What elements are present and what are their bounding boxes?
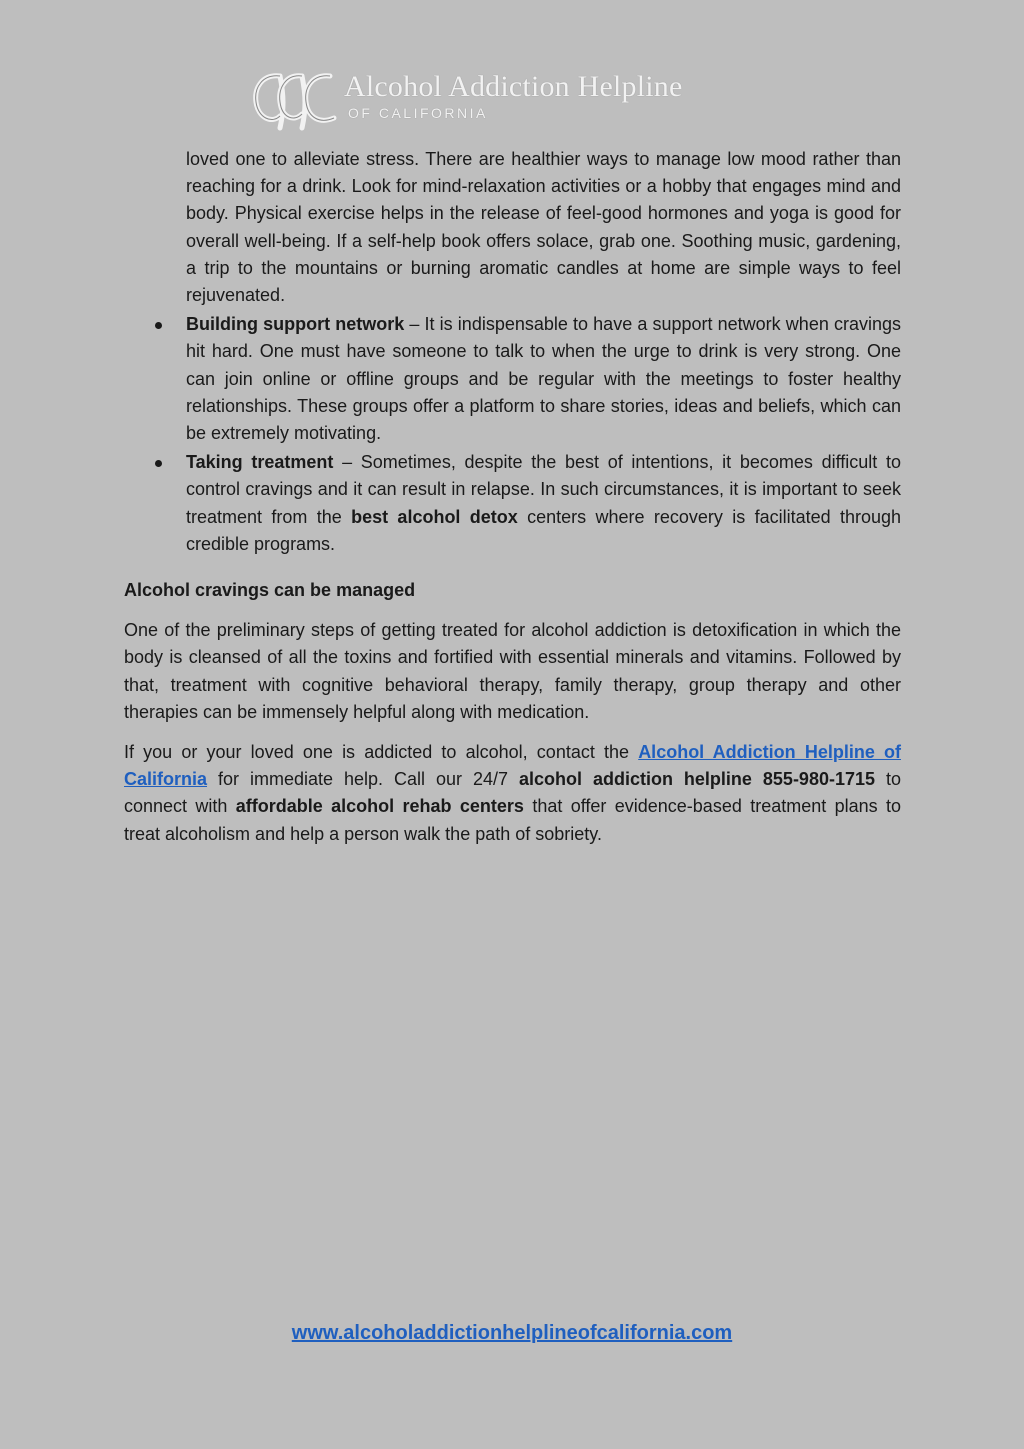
helpline-phone: alcohol addiction helpline 855-980-1715 [518,769,876,790]
section-heading: Alcohol cravings can be managed [124,580,416,601]
paragraph-text: to connect with [124,769,902,817]
list-item [124,311,901,447]
helpline-link[interactable]: Alcohol Addiction Helpline of California [124,742,901,790]
paragraph-text: for immediate help. Call our 24/7 [207,769,519,790]
bullet-list [124,311,901,558]
bullet-title: Taking treatment [186,452,334,473]
intro-continuation-paragraph: loved one to alleviate stress. There are healthier ways to manage low mood rather than reaching for a drink. Look for mind-relaxation activities or a hobby that engages mind and body. Physical exercise helps in the release of feel-good hormones and yoga is good for overall well-being. If a self-help book offers solace, grab one. Soothing music, gardening, a trip to the mountains or burning aromatic candles at home are simple ways to feel rejuvenated. [186,149,901,306]
paragraph-contact [124,739,901,848]
logo-subtitle: OF CALIFORNIA [348,105,488,121]
bullet-title: Building support network [186,314,405,335]
logo-title: Alcohol Addiction Helpline [344,70,683,103]
document-body [124,146,901,848]
bullet-bold-phrase: best alcohol detox [351,506,518,527]
logo-mark-icon [250,66,342,132]
bullet-icon [155,460,162,467]
header-logo [250,66,780,136]
bullet-text: centers where recovery is facilitated through credible programs. [186,506,902,554]
rehab-centers-phrase: affordable alcohol rehab centers [235,796,524,817]
paragraph-text: that offer evidence-based treatment plans to treat alcoholism and help a person walk the path of sobriety. [124,796,902,844]
paragraph-text: If you or your loved one is addicted to alcohol, contact the [124,742,639,763]
list-item [124,449,901,558]
paragraph-detox: One of the preliminary steps of getting treated for alcohol addiction is detoxification in which the body is cleansed of all the toxins and fortified with essential minerals and vitamins. Followed by that, treatment with cognitive behavioral therapy, family therapy, group therapy and other therapies can be immensely helpful along with medication. [124,620,901,722]
bullet-icon [155,322,162,329]
bullet-text: – It is indispensable to have a support network when cravings hit hard. One must have someone to talk to when the urge to drink is very strong. One can join online or offline groups and be regular with the meetings to foster healthy relationships. These groups offer a platform to share stories, ideas and beliefs, which can be extremely motivating. [186,314,902,444]
footer [0,1322,1024,1345]
bullet-text: – Sometimes, despite the best of intentions, it becomes difficult to control cravings and it can result in relapse. In such circumstances, it is important to seek treatment from the [186,452,901,527]
footer-website-link[interactable]: www.alcoholaddictionhelplineofcalifornia.com [291,1322,733,1344]
